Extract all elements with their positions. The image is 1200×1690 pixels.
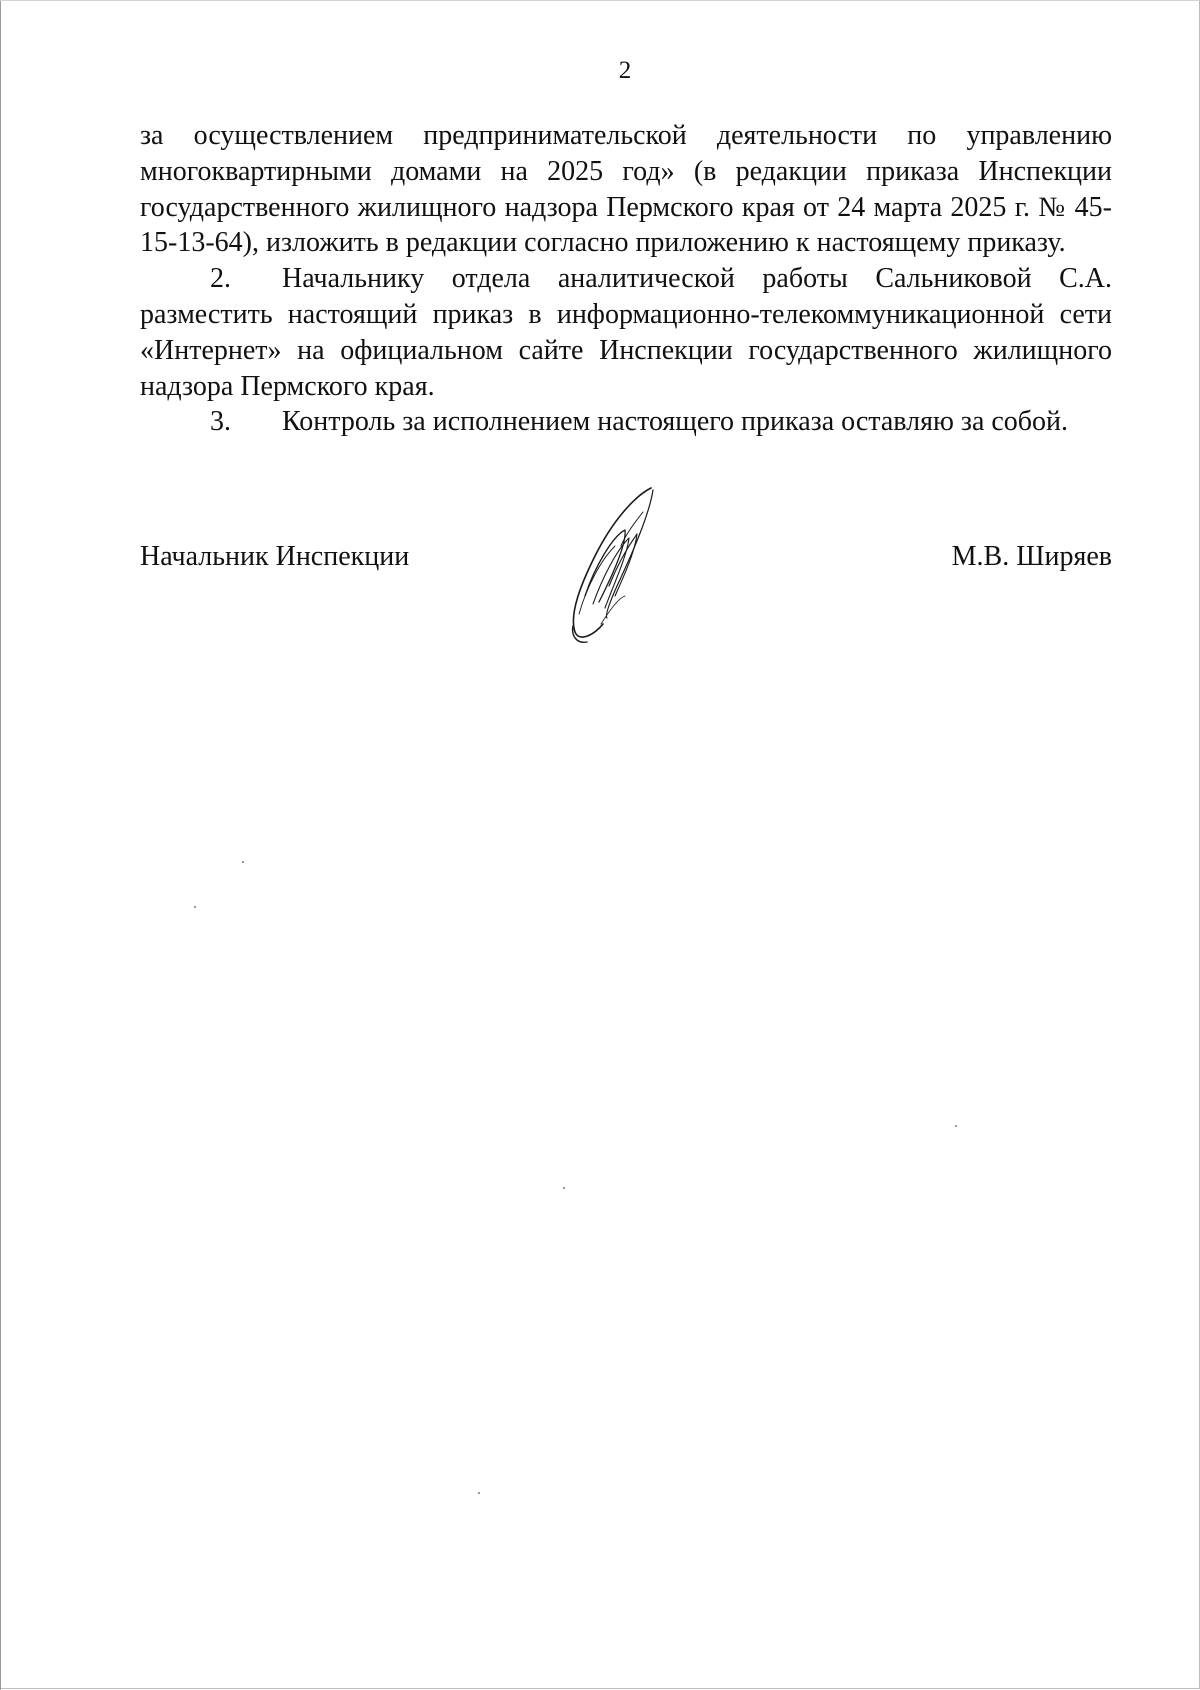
scan-speck: [194, 906, 196, 908]
item-2-number: 2.: [210, 263, 231, 295]
paragraph-continuation: за осуществлением предпринимательской деятельности по управлению многоквартирными домами на 2025 год» (в редакции приказа Инспекции государственного жилищного надзора Пермского края от 24 марта 2025 г. № 45-15-13-64), изложить в редакции согласно приложению к настоящему приказу.: [140, 120, 1112, 259]
paragraph-item-2: [140, 261, 1112, 404]
signatory-position: Начальник Инспекции: [140, 541, 410, 572]
handwritten-signature: [565, 486, 675, 646]
item-3-text: Контроль за исполнением настоящего приказа оставляю за собой.: [282, 406, 1069, 438]
item-2-text: Начальнику отдела аналитической работы Сальниковой С.А. разместить настоящий приказ в информационно-телекоммуникационной сети «Интернет» на официальном сайте Инспекции государственного жилищного надзора Пермского края.: [140, 263, 1112, 402]
signatory-name: М.В. Ширяев: [951, 541, 1112, 572]
scan-speck: [955, 1125, 957, 1127]
item-3-number: 3.: [210, 406, 231, 438]
scan-speck: [478, 1492, 480, 1494]
paragraph-item-3: [140, 404, 1112, 440]
document-body: [140, 118, 1112, 440]
scan-speck: [563, 1187, 565, 1189]
scan-speck: [242, 861, 244, 863]
page-number: 2: [618, 57, 632, 84]
scan-edge: [0, 1, 1, 1690]
